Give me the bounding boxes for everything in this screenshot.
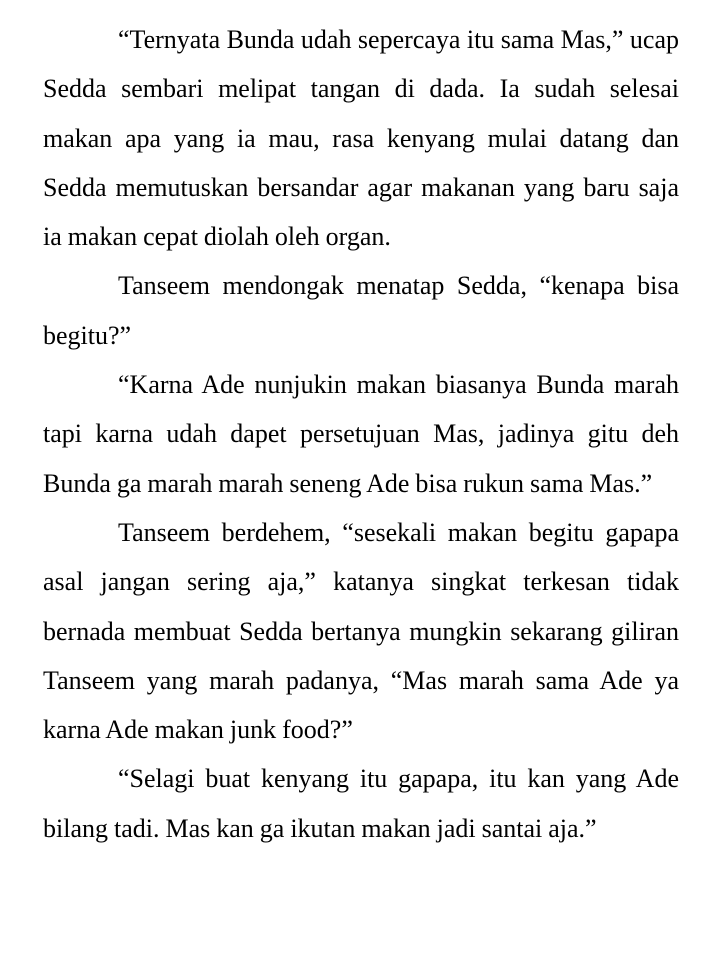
paragraph: “Karna Ade nunjukin makan biasanya Bunda marah tapi karna udah dapet persetujuan Mas, jadinya gitu deh Bunda ga marah marah seneng Ade bisa rukun sama Mas.” bbox=[43, 370, 679, 498]
paragraph: “Selagi buat kenyang itu gapapa, itu kan yang Ade bilang tadi. Mas kan ga ikutan makan jadi santai aja.” bbox=[43, 764, 679, 843]
paragraph: “Ternyata Bunda udah sepercaya itu sama Mas,” ucap Sedda sembari melipat tangan di dada. Ia sudah selesai makan apa yang ia mau, rasa kenyang mulai datang dan Sedda memutuskan bersandar agar makanan yang baru saja ia makan cepat diolah oleh organ. bbox=[43, 25, 679, 252]
paragraph: Tanseem berdehem, “sesekali makan begitu gapapa asal jangan sering aja,” katanya singkat terkesan tidak bernada membuat Sedda bertanya mungkin sekarang giliran Tanseem yang marah padanya, “Mas marah sama Ade ya karna Ade makan junk food?” bbox=[43, 517, 679, 745]
paragraph: Tanseem mendongak menatap Sedda, “kenapa bisa begitu?” bbox=[43, 271, 679, 350]
